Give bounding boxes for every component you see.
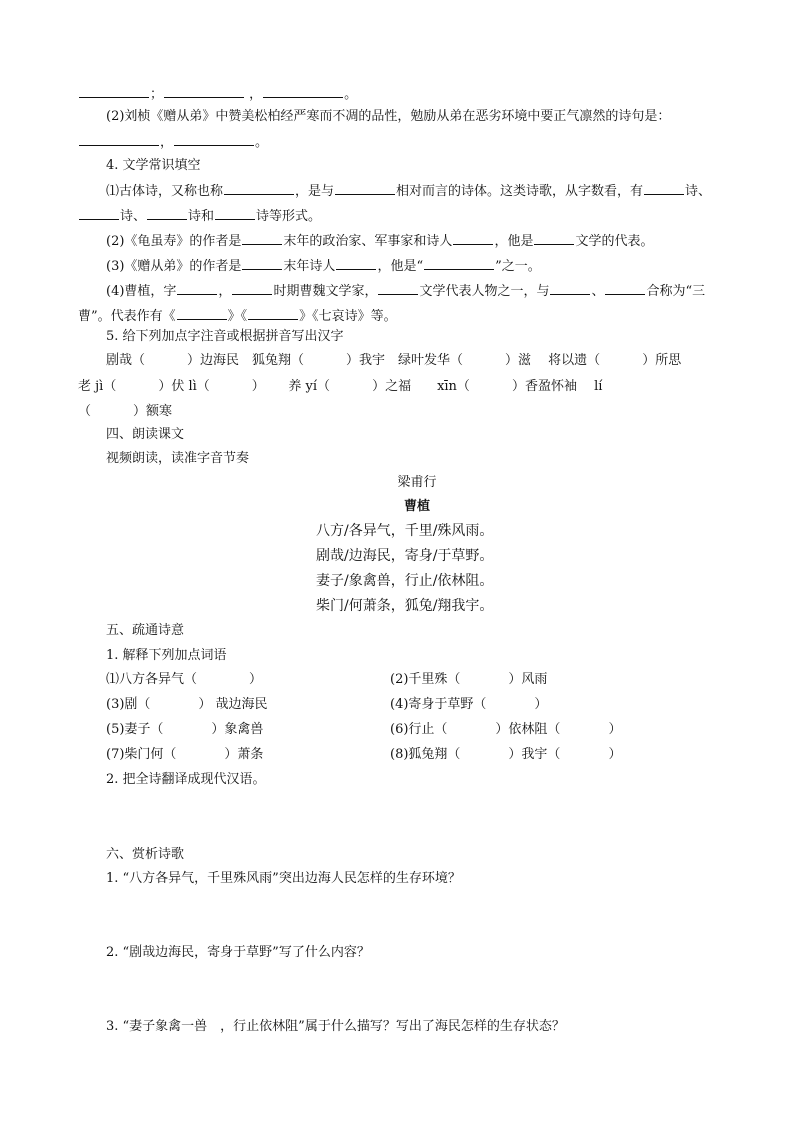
meaning-item-3 [106, 696, 268, 714]
text: 剧哉（ [106, 353, 146, 368]
answer-blank[interactable] [177, 306, 227, 320]
answer-blank[interactable] [534, 231, 574, 245]
answer-blank[interactable] [174, 132, 254, 146]
punct: ， [249, 87, 263, 102]
meaning-item-8 [390, 746, 621, 764]
answer-blank[interactable] [224, 181, 294, 195]
q3-line1 [78, 84, 357, 104]
appreciate-q1: 1. “八方各异气，千里殊风雨”突出边海人民怎样的生存环境？ [106, 871, 461, 886]
answer-blank[interactable] [215, 206, 255, 220]
answer-blank[interactable] [147, 206, 187, 220]
s5-heading: 5. 给下列加点字注音或根据拼音写出汉字 [106, 329, 344, 344]
meaning-q1: 1. 解释下列加点词语 [106, 648, 227, 663]
text: 、 [591, 284, 605, 299]
text: ） 哉边海民 [198, 697, 268, 712]
text: ）边海民 狐兔翔（ [187, 353, 305, 368]
text: ） [249, 672, 263, 687]
text: ）依林阻（ [495, 722, 561, 737]
text: (3)剧（ [106, 697, 151, 712]
poem-title: 梁甫行 [397, 475, 437, 490]
text: ， [218, 284, 232, 299]
text: 合称为“三 [646, 284, 706, 299]
answer-blank[interactable] [336, 256, 376, 270]
answer-blank[interactable] [79, 84, 149, 98]
answer-blank[interactable] [453, 231, 493, 245]
s4-item1-line2 [78, 206, 321, 226]
text: 》《七哀诗》等。 [299, 309, 397, 324]
answer-blank[interactable] [164, 84, 244, 98]
poem-line: 柴门/何萧条，狐兔/翔我宇。 [316, 598, 494, 614]
text: 诗和 [188, 209, 215, 224]
text: ） 养 yí（ [251, 379, 331, 394]
answer-blank[interactable] [242, 256, 282, 270]
s5-row1 [106, 352, 681, 370]
text: 文学的代表。 [575, 234, 654, 249]
meaning-item-4 [390, 696, 547, 714]
text: ） [534, 697, 548, 712]
s4-item4-line2 [78, 306, 397, 326]
answer-blank[interactable] [378, 281, 418, 295]
text: ”之一。 [495, 259, 541, 274]
text: 诗等形式。 [256, 209, 322, 224]
text: ） [608, 722, 622, 737]
answer-blank[interactable] [335, 181, 395, 195]
poem-author: 曹植 [403, 499, 430, 514]
text: (6)行止（ [390, 722, 448, 737]
text: 曹”。代表作有《 [78, 309, 176, 324]
meaning-heading: 五、疏通诗意 [106, 623, 185, 638]
text: ）我宇（ [508, 747, 561, 762]
meaning-item-5 [106, 721, 263, 739]
punct: 。 [344, 87, 358, 102]
text: ）之福 xīn（ [372, 379, 470, 394]
meaning-item-7 [106, 746, 263, 764]
answer-blank[interactable] [424, 256, 494, 270]
answer-blank[interactable] [263, 84, 343, 98]
meaning-item-1 [106, 671, 262, 689]
text: ）额寒 [133, 404, 173, 419]
answer-blank[interactable] [79, 132, 159, 146]
answer-blank[interactable] [550, 281, 590, 295]
meaning-item-2 [390, 671, 547, 689]
text: (5)妻子（ [106, 722, 164, 737]
text: 相对而言的诗体。这类诗歌，从字数看，有 [396, 184, 644, 199]
text: (2)千里殊（ [390, 672, 461, 687]
text: 老 jì（ [78, 379, 117, 394]
text: ，是与 [295, 184, 335, 199]
punct: ， [160, 135, 174, 150]
read-instruction: 视频朗读，读准字音节奏 [106, 451, 250, 466]
s5-row2 [78, 378, 602, 396]
text: ，他是“ [377, 259, 424, 274]
answer-blank[interactable] [644, 181, 684, 195]
text: ）伏 lì（ [158, 379, 210, 394]
answer-blank[interactable] [232, 281, 272, 295]
appreciate-heading: 六、赏析诗歌 [106, 847, 185, 862]
text: ）滋 将以遗（ [505, 353, 601, 368]
s4-item3 [106, 256, 541, 276]
answer-blank[interactable] [248, 306, 298, 320]
text: 诗、 [120, 209, 147, 224]
text: 末年的政治家、军事家和诗人 [283, 234, 453, 249]
answer-blank[interactable] [79, 206, 119, 220]
text: ）象禽兽 [211, 722, 264, 737]
text: (8)狐兔翔（ [390, 747, 461, 762]
text: ）风雨 [508, 672, 548, 687]
appreciate-q3: 3. “妻子象禽一兽 ，行止依林阻”属于什么描写？写出了海民怎样的生存状态？ [106, 1019, 565, 1034]
read-heading: 四、朗读课文 [106, 427, 185, 442]
meaning-item-6 [390, 721, 621, 739]
text: (7)柴门何（ [106, 747, 177, 762]
answer-blank[interactable] [242, 231, 282, 245]
meaning-q2: 2. 把全诗翻译成现代汉语。 [106, 772, 266, 787]
s4-item1-line1 [106, 181, 711, 201]
text: ⑴八方各异气（ [106, 672, 198, 687]
poem-line: 八方/各异气，千里/殊风雨。 [316, 523, 494, 539]
text: (2)《龟虽寿》的作者是 [106, 234, 242, 249]
text: 末年诗人 [283, 259, 336, 274]
answer-blank[interactable] [605, 281, 645, 295]
poem-line: 剧哉/边海民，寄身/于草野。 [316, 548, 494, 564]
text: （ [78, 404, 92, 419]
text: 文学代表人物之一，与 [419, 284, 550, 299]
text: (4)曹植，字 [106, 284, 177, 299]
text: 》《 [227, 309, 248, 324]
text: (3)《赠从弟》的作者是 [106, 259, 242, 274]
text: 诗、 [685, 184, 712, 199]
text: ） [608, 747, 622, 762]
text: ，他是 [494, 234, 534, 249]
answer-blank[interactable] [177, 281, 217, 295]
s4-item4-line1 [106, 281, 705, 301]
punct: 。 [255, 135, 269, 150]
text: ）我宇 绿叶发华（ [346, 353, 464, 368]
s5-row3 [78, 403, 172, 421]
q3-item2-blanks [78, 132, 268, 152]
s4-heading: 4. 文学常识填空 [106, 158, 201, 173]
appreciate-q2: 2. “剧哉边海民，寄身于草野”写了什么内容？ [106, 945, 370, 960]
text: ）香盈怀袖 lí [511, 379, 603, 394]
text: ⑴古体诗，又称也称 [106, 184, 224, 199]
punct: ； [150, 87, 164, 102]
text: ）萧条 [224, 747, 264, 762]
text: ）所思 [642, 353, 682, 368]
q3-item2-text: (2)刘桢《赠从弟》中赞美松柏经严寒而不凋的品性，勉励从弟在恶劣环境中要正气凛然的诗句是： [106, 109, 671, 124]
text: (4)寄身于草野（ [390, 697, 487, 712]
poem-line: 妻子/象禽兽，行止/依林阻。 [316, 573, 494, 589]
s4-item2 [106, 231, 653, 251]
text: 时期曹魏文学家， [273, 284, 378, 299]
